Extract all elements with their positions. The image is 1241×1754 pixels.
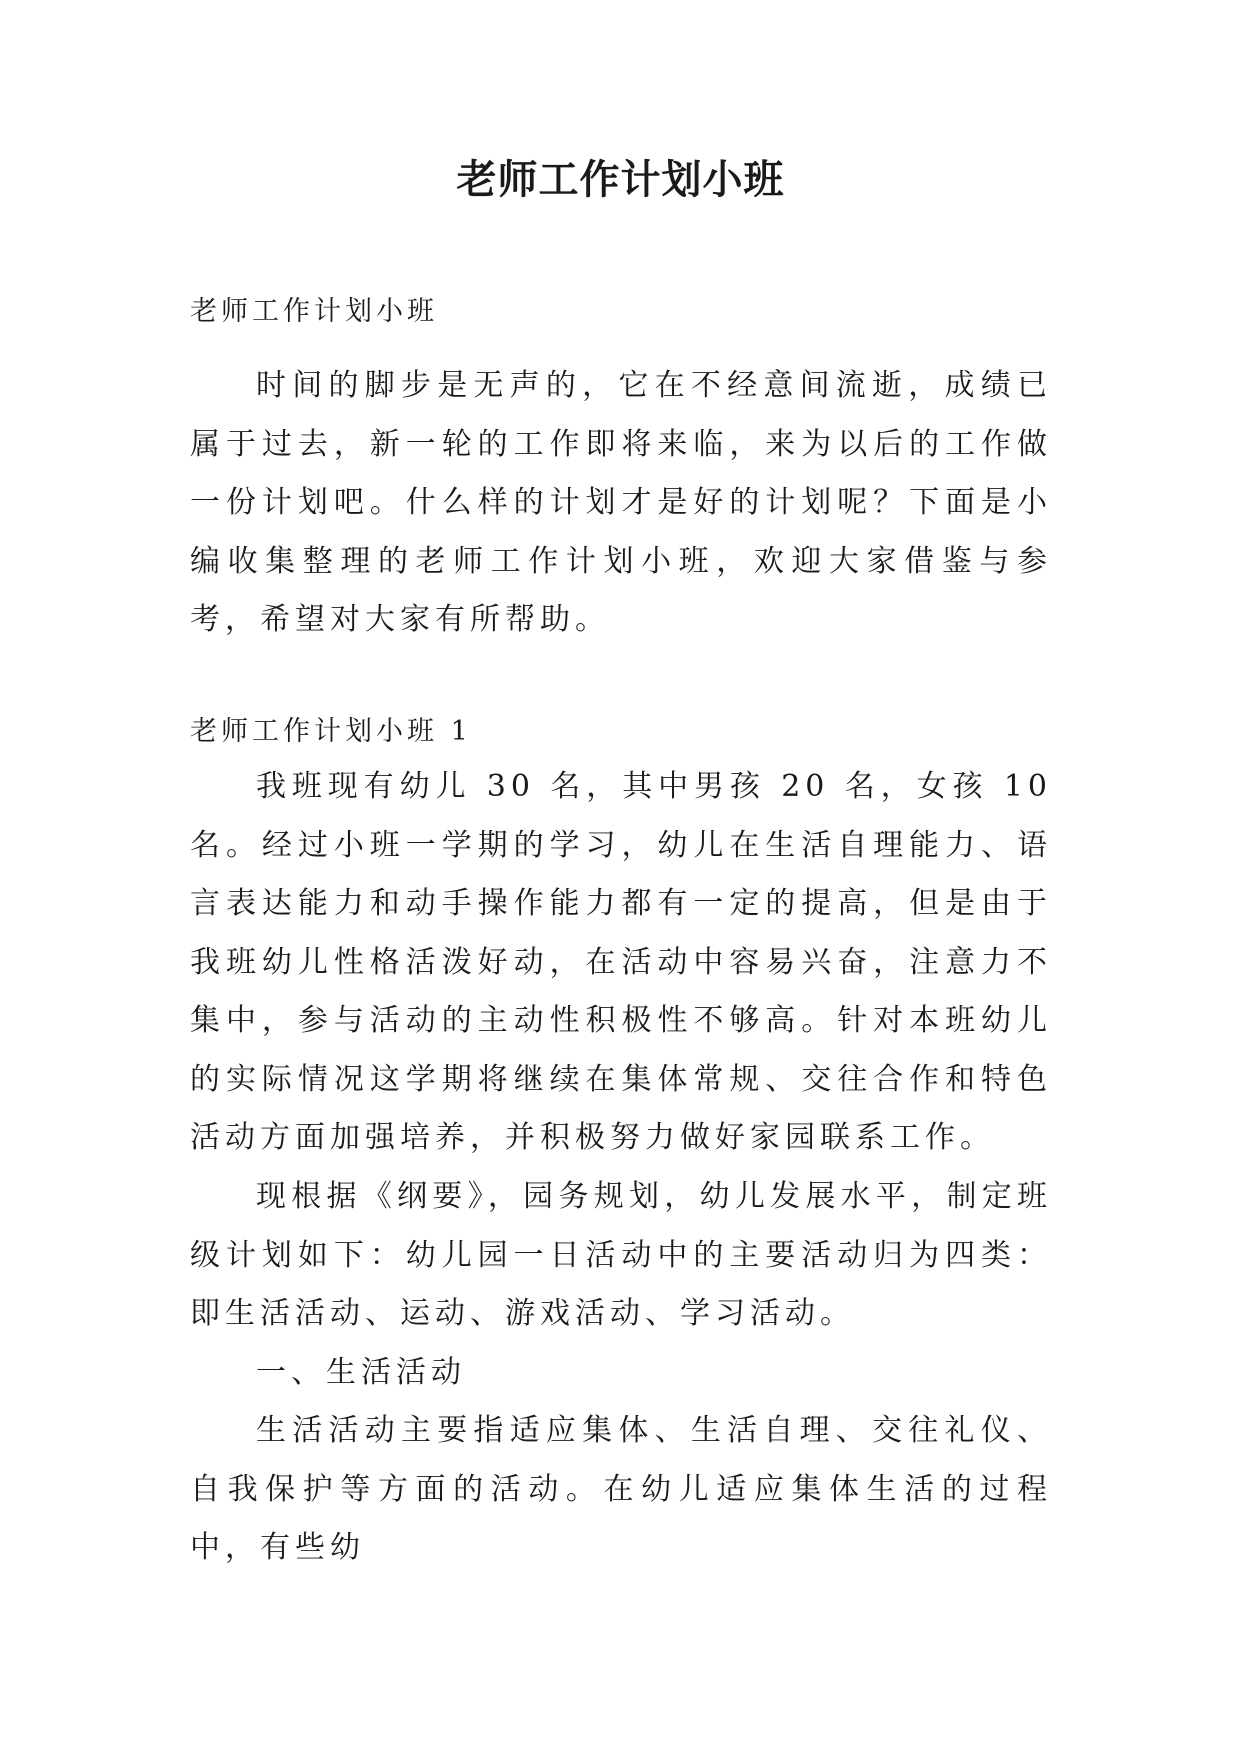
paragraph-plan-basis: 现根据《纲要》，园务规划，幼儿发展水平，制定班级计划如下：幼儿园一日活动中的主要活动归为四类：即生活活动、运动、游戏活动、学习活动。 <box>190 1179 1052 1331</box>
paragraph-life-activities: 生活活动主要指适应集体、生活自理、交往礼仪、自我保护等方面的活动。在幼儿适应集体生活的过程中，有些幼 <box>190 1413 1052 1565</box>
section-heading-1: 老师工作计划小班 1 <box>190 716 472 747</box>
document-title: 老师工作计划小班 <box>456 157 785 203</box>
document-subtitle: 老师工作计划小班 <box>190 296 438 327</box>
paragraph-class-overview: 我班现有幼儿 30 名，其中男孩 20 名，女孩 10 名。经过小班一学期的学习，幼儿在生活自理能力、语言表达能力和动手操作能力都有一定的提高，但是由于我班幼儿性格活泼好动，在活动中容易兴奋，注意力不集中，参与活动的主动性积极性不够高。针对本班幼儿的实际情况这学期将继续在集体常规、交往合作和特色活动方面加强培养，并积极努力做好家园联系工作。 <box>190 769 1052 1155</box>
intro-paragraph: 时间的脚步是无声的，它在不经意间流逝，成绩已属于过去，新一轮的工作即将来临，来为以后的工作做一份计划吧。什么样的计划才是好的计划呢？下面是小编收集整理的老师工作计划小班，欢迎大家借鉴与参考，希望对大家有所帮助。 <box>190 368 1052 637</box>
subheading-life-activities: 一、生活活动 <box>256 1355 466 1390</box>
